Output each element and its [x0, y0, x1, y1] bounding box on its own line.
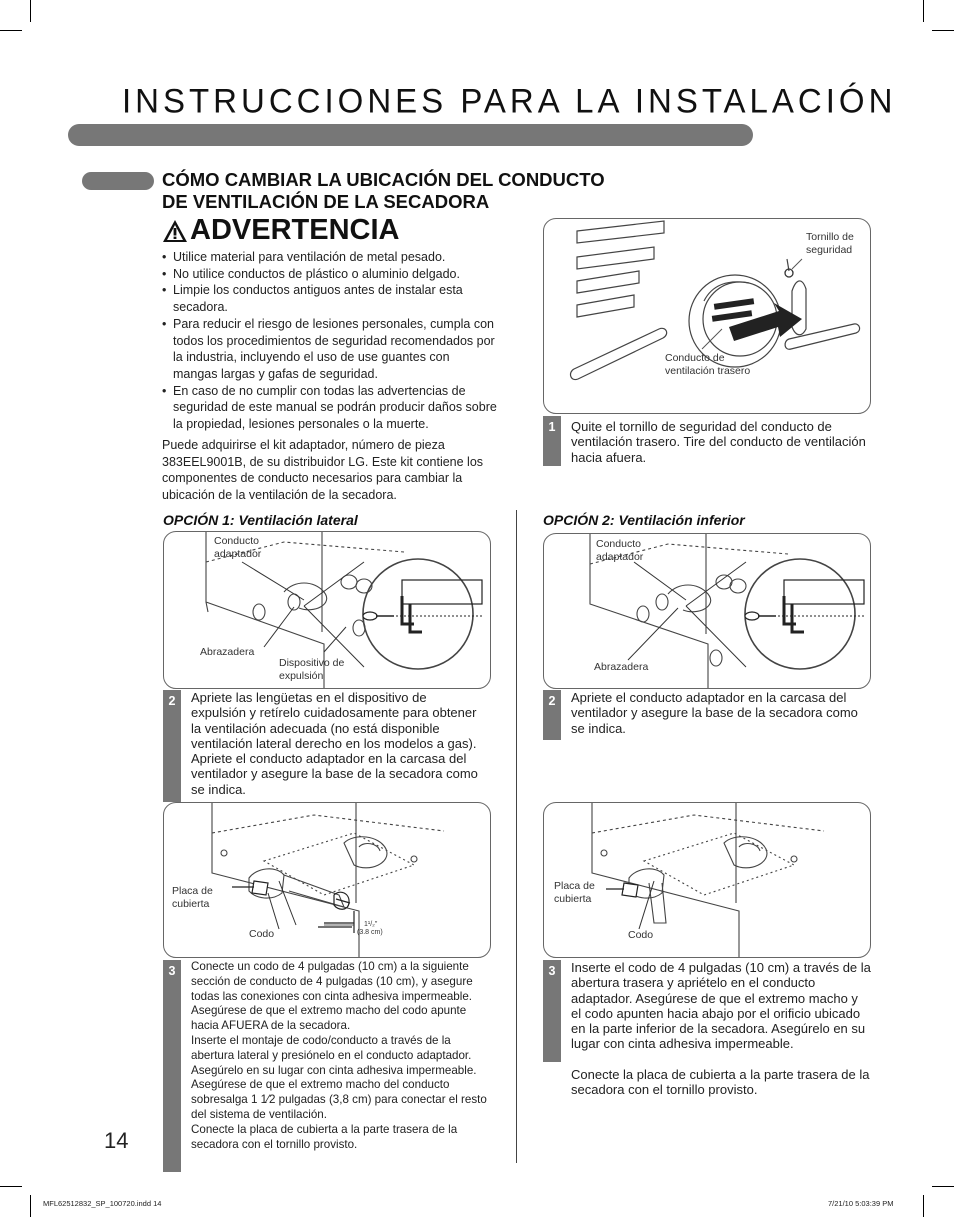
- title-bar: [68, 124, 753, 146]
- paragraph: Conecte la placa de cubierta a la parte trasera de la secadora con el tornillo provisto.: [191, 1122, 458, 1151]
- list-item: • No utilice conductos de plástico o aluminio delgado.: [162, 266, 497, 283]
- footer-timestamp: 7/21/10 5:03:39 PM: [828, 1199, 894, 1208]
- label-adapter-duct: Conducto adaptador: [214, 535, 262, 560]
- paragraph: Asegúrese de que el extremo macho del conducto sobresalga 1 1⁄2 pulgadas (3,8 cm) para conectar el resto del sistema de ventilación.: [191, 1078, 487, 1121]
- option2-step3-figure: [543, 802, 871, 958]
- label-clamp: Abrazadera: [200, 646, 255, 658]
- step-number: 1: [543, 416, 561, 466]
- label-security-screw: Tornillo de seguridad: [806, 231, 854, 256]
- option1-title: OPCIÓN 1: Ventilación lateral: [163, 512, 358, 528]
- page-number: 14: [104, 1128, 129, 1153]
- list-item: • Utilice material para ventilación de metal pesado.: [162, 249, 497, 266]
- paragraph: Conecte un codo de 4 pulgadas (10 cm) a la siguiente sección de conducto de 4 pulgadas (10 cm), y asegure todas las conexiones con cinta adhesiva impermeable. Asegúrese de que el extremo macho del codo apunte hacia AFUERA de la secadora.: [191, 960, 473, 1033]
- option2-step3-text: [571, 960, 871, 1097]
- warning-heading-text: ADVERTENCIA: [190, 214, 400, 246]
- option1-step3-text: [191, 960, 493, 1152]
- step-number: 2: [163, 690, 181, 802]
- page-title: INSTRUCCIONES PARA LA INSTALACIÓN: [122, 81, 897, 120]
- step1-text: Quite el tornillo de seguridad del conducto de ventilación trasero. Tire del conducto de ventilación hacia afuera.: [571, 419, 866, 465]
- list-item: • Limpie los conductos antiguos antes de instalar esta secadora.: [162, 282, 497, 315]
- section-marker: [82, 172, 154, 190]
- section-title-line1: CÓMO CAMBIAR LA UBICACIÓN DEL CONDUCTO: [162, 169, 605, 190]
- crop-mark: [30, 1195, 31, 1217]
- option2-title: OPCIÓN 2: Ventilación inferior: [543, 512, 745, 528]
- list-item: • En caso de no cumplir con todas las advertencias de seguridad de este manual se podrán producir daños sobre la propiedad, lesiones personales o la muerte.: [162, 383, 497, 433]
- step1-figure: [543, 218, 871, 414]
- warning-bullets: [162, 249, 497, 433]
- step-number: 3: [543, 960, 561, 1062]
- label-adapter-duct: Conducto adaptador: [596, 538, 644, 563]
- paragraph: Inserte el codo de 4 pulgadas (10 cm) a través de la abertura trasera y apriételo en el conducto adaptador. Asegúrese de que el extremo macho y el codo apunten hacia abajo por el orificio ubicado en la parte inferior de la secadora. Asegúrelo en su lugar con cinta adhesiva impermeable.: [571, 960, 871, 1052]
- label-elbow: Codo: [249, 928, 275, 940]
- label-dim-cm: (3.8 cm): [357, 929, 383, 936]
- crop-mark: [30, 0, 31, 22]
- section-title-line2: DE VENTILACIÓN DE LA SECADORA: [162, 191, 490, 212]
- crop-mark: [923, 1195, 924, 1217]
- side-elbow-illustration: [164, 803, 490, 957]
- list-item: • Para reducir el riesgo de lesiones personales, cumpla con todos los procedimientos de seguridad recomendados por la industria, incluyendo el uso de use guantes con mangas largas y gafas de seguridad.: [162, 316, 497, 383]
- label-elbow: Codo: [628, 929, 654, 941]
- paragraph: Conecte la placa de cubierta a la parte trasera de la secadora con el tornillo provisto.: [571, 1066, 870, 1098]
- label-clamp: Abrazadera: [594, 661, 649, 673]
- option1-step2-text: Apriete las lengüetas en el dispositivo de expulsión y retírelo cuidadosamente para obtener la ventilación adecuada (no está disponible ventilación lateral derecho en los modelos a gas). Apriete el conducto adaptador en la carcasa del ventilador y asegure la base de la secadora como se indica.: [191, 690, 478, 797]
- paragraph: Inserte el montaje de codo/conducto a través de la abertura lateral y presiónelo en el conducto adaptador. Asegúrelo en su lugar con cinta adhesiva impermeable.: [191, 1033, 477, 1077]
- label-dim-inches: 1¹/₂": [364, 921, 378, 928]
- bottom-vent-illustration: [544, 534, 870, 688]
- step-number: 3: [163, 960, 181, 1172]
- column-divider: [516, 510, 517, 1163]
- warning-heading: [162, 214, 399, 247]
- label-rear-duct: Conducto de ventilación trasero: [665, 352, 751, 377]
- step-number: 2: [543, 690, 561, 740]
- label-cover-plate: Placa de cubierta: [554, 880, 595, 905]
- section-title: [162, 169, 605, 213]
- option2-step2-text: Apriete el conducto adaptador en la carcasa del ventilador y asegure la base de la secadora como se indica.: [571, 690, 858, 736]
- label-cover-plate: Placa de cubierta: [172, 885, 213, 910]
- crop-mark: [0, 30, 22, 31]
- kit-paragraph: Puede adquirirse el kit adaptador, número de pieza 383EEL9001B, de su distribuidor LG. Este kit contiene los componentes de conducto necesarios para cambiar la ubicación de la ventilación de la secadora.: [162, 438, 484, 503]
- footer-file-info: MFL62512832_SP_100720.indd 14: [43, 1199, 162, 1208]
- crop-mark: [923, 0, 924, 22]
- crop-mark: [0, 1186, 22, 1187]
- option1-step3-figure: [163, 802, 491, 958]
- option2-step2-figure: [543, 533, 871, 689]
- warning-triangle-icon: [162, 219, 188, 243]
- crop-mark: [932, 1186, 954, 1187]
- option1-step2-figure: [163, 531, 491, 689]
- label-knockout: Dispositivo de expulsión: [279, 657, 345, 682]
- crop-mark: [932, 30, 954, 31]
